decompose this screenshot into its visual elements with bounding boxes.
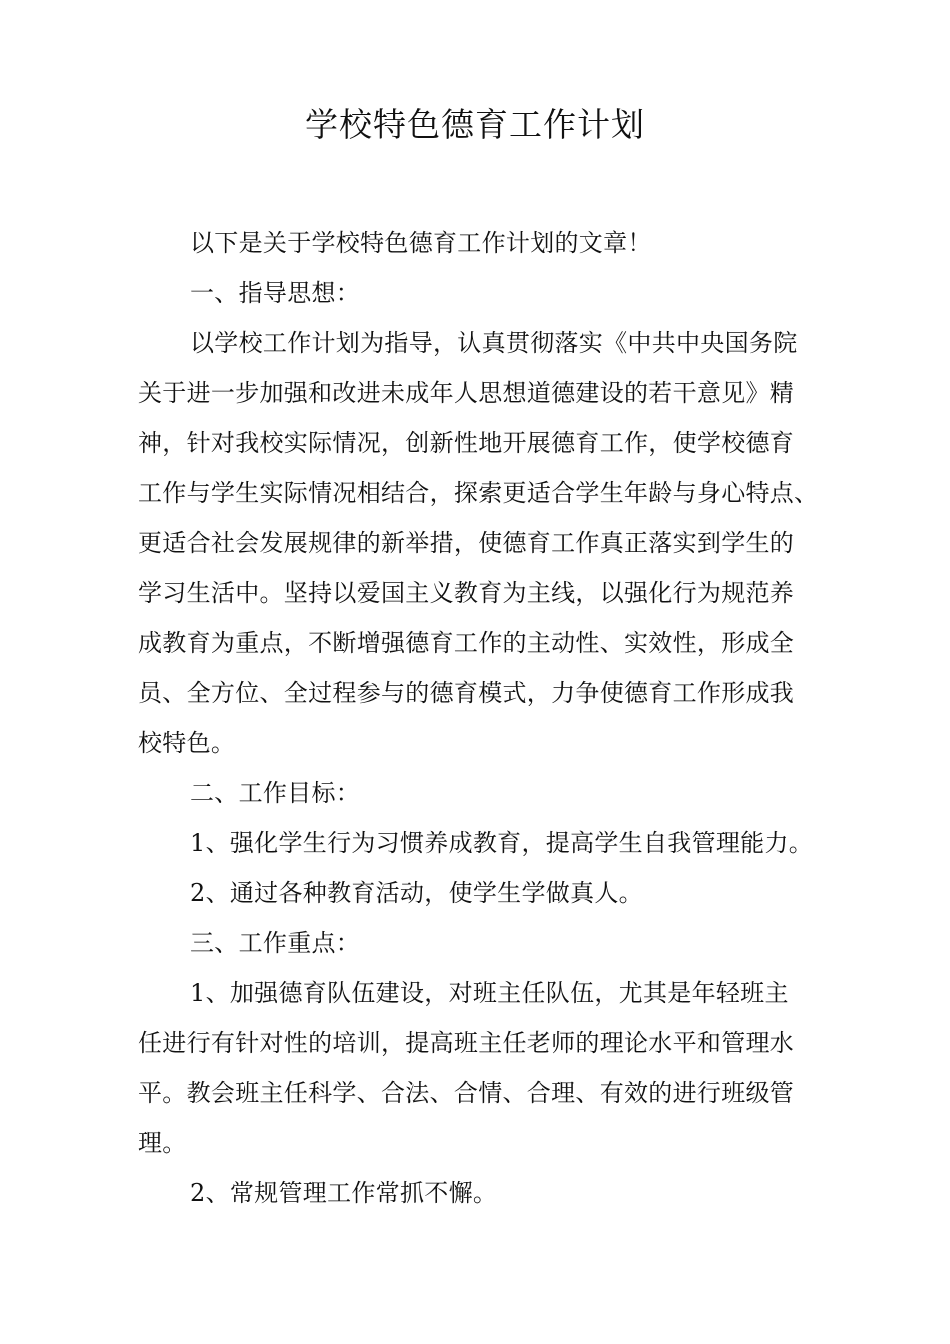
paragraph-line: 工作与学生实际情况相结合，探索更适合学生年龄与身心特点、 [138,479,819,507]
document-body [138,218,838,1218]
section-heading-guiding-ideology: 一、指导思想： [190,279,361,307]
focus-item-line: 1、加强德育队伍建设，对班主任队伍，尤其是年轻班主 [190,979,789,1007]
paragraph-line: 以学校工作计划为指导，认真贯彻落实《中共中央国务院 [190,329,798,357]
goal-item: 1、强化学生行为习惯养成教育，提高学生自我管理能力。 [190,829,814,857]
focus-item-line: 理。 [138,1129,187,1157]
paragraph-line: 学习生活中。坚持以爱国主义教育为主线，以强化行为规范养 [138,579,795,607]
intro-line: 以下是关于学校特色德育工作计划的文章！ [190,229,652,257]
paragraph-line: 关于进一步加强和改进未成年人思想道德建设的若干意见》精 [138,379,795,407]
goal-item: 2、通过各种教育活动，使学生学做真人。 [190,879,643,907]
section-heading-work-focus: 三、工作重点： [190,929,361,957]
paragraph-line: 校特色。 [138,729,236,757]
focus-item-line: 2、常规管理工作常抓不懈。 [190,1179,498,1207]
paragraph-line: 成教育为重点，不断增强德育工作的主动性、实效性，形成全 [138,629,795,657]
paragraph-line: 员、全方位、全过程参与的德育模式，力争使德育工作形成我 [138,679,795,707]
section-heading-work-goals: 二、工作目标： [190,779,361,807]
focus-item-line: 平。教会班主任科学、合法、合情、合理、有效的进行班级管 [138,1079,795,1107]
focus-item-line: 任进行有针对性的培训，提高班主任老师的理论水平和管理水 [138,1029,795,1057]
paragraph-line: 更适合社会发展规律的新举措，使德育工作真正落实到学生的 [138,529,795,557]
document-title: 学校特色德育工作计划 [305,105,645,144]
paragraph-line: 神，针对我校实际情况，创新性地开展德育工作，使学校德育 [138,429,795,457]
